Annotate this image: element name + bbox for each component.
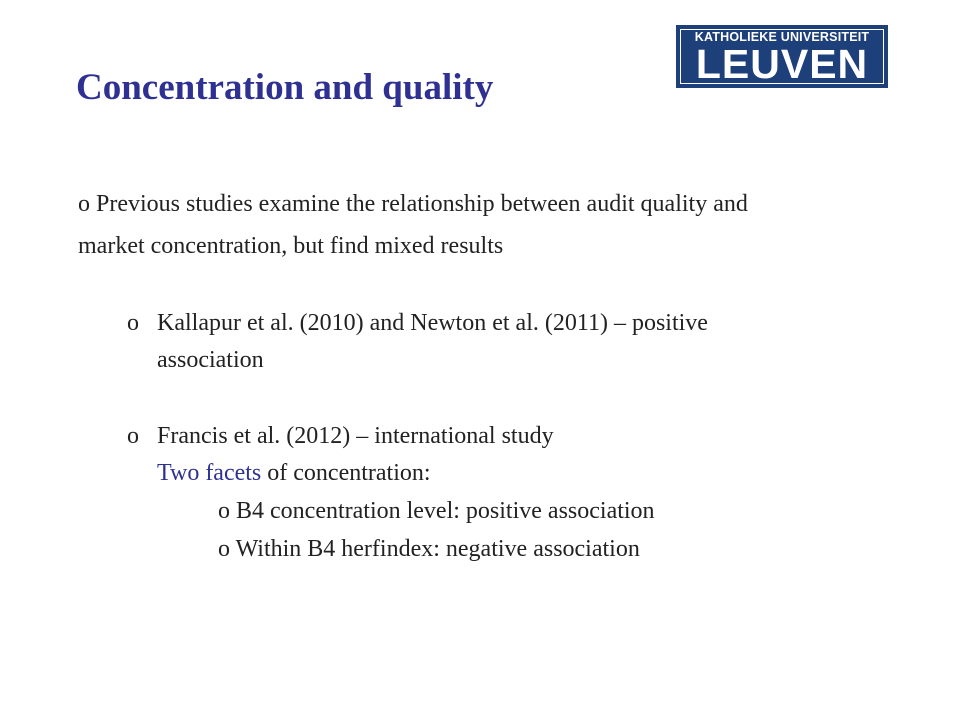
university-logo (676, 25, 888, 88)
sub-item-1-bullet: o (218, 498, 230, 524)
sub-item-2 (218, 531, 640, 567)
intro-text-1: Previous studies examine the relationship between audit quality and (96, 191, 748, 217)
logo-top-line: KATHOLIEKE UNIVERSITEIT (694, 30, 870, 44)
item1-bullet: o (127, 310, 139, 336)
item2-line-2-rest: of concentration: (267, 460, 431, 486)
item2-bullet: o (127, 423, 139, 449)
item2-line-1: Francis et al. (2012) – international study (157, 423, 554, 449)
item1-line-2: association (157, 347, 264, 373)
sub-item-1-text: B4 concentration level: positive association (236, 498, 655, 524)
item1-line-1: Kallapur et al. (2010) and Newton et al. (2011) – positive (157, 310, 708, 336)
sub-item-1 (218, 493, 655, 529)
intro-bullet: o (78, 191, 90, 217)
intro-line-2: market concentration, but find mixed results (78, 233, 504, 259)
sub-item-2-text: Within B4 herfindex: negative association (235, 536, 640, 562)
item2-line-2 (157, 455, 431, 491)
intro-line-1 (78, 186, 748, 222)
sub-item-2-bullet: o (218, 536, 230, 562)
two-facets-highlight: Two facets (157, 460, 262, 486)
slide-title: Concentration and quality (76, 67, 494, 108)
logo-main-line: LEUVEN (695, 41, 869, 87)
